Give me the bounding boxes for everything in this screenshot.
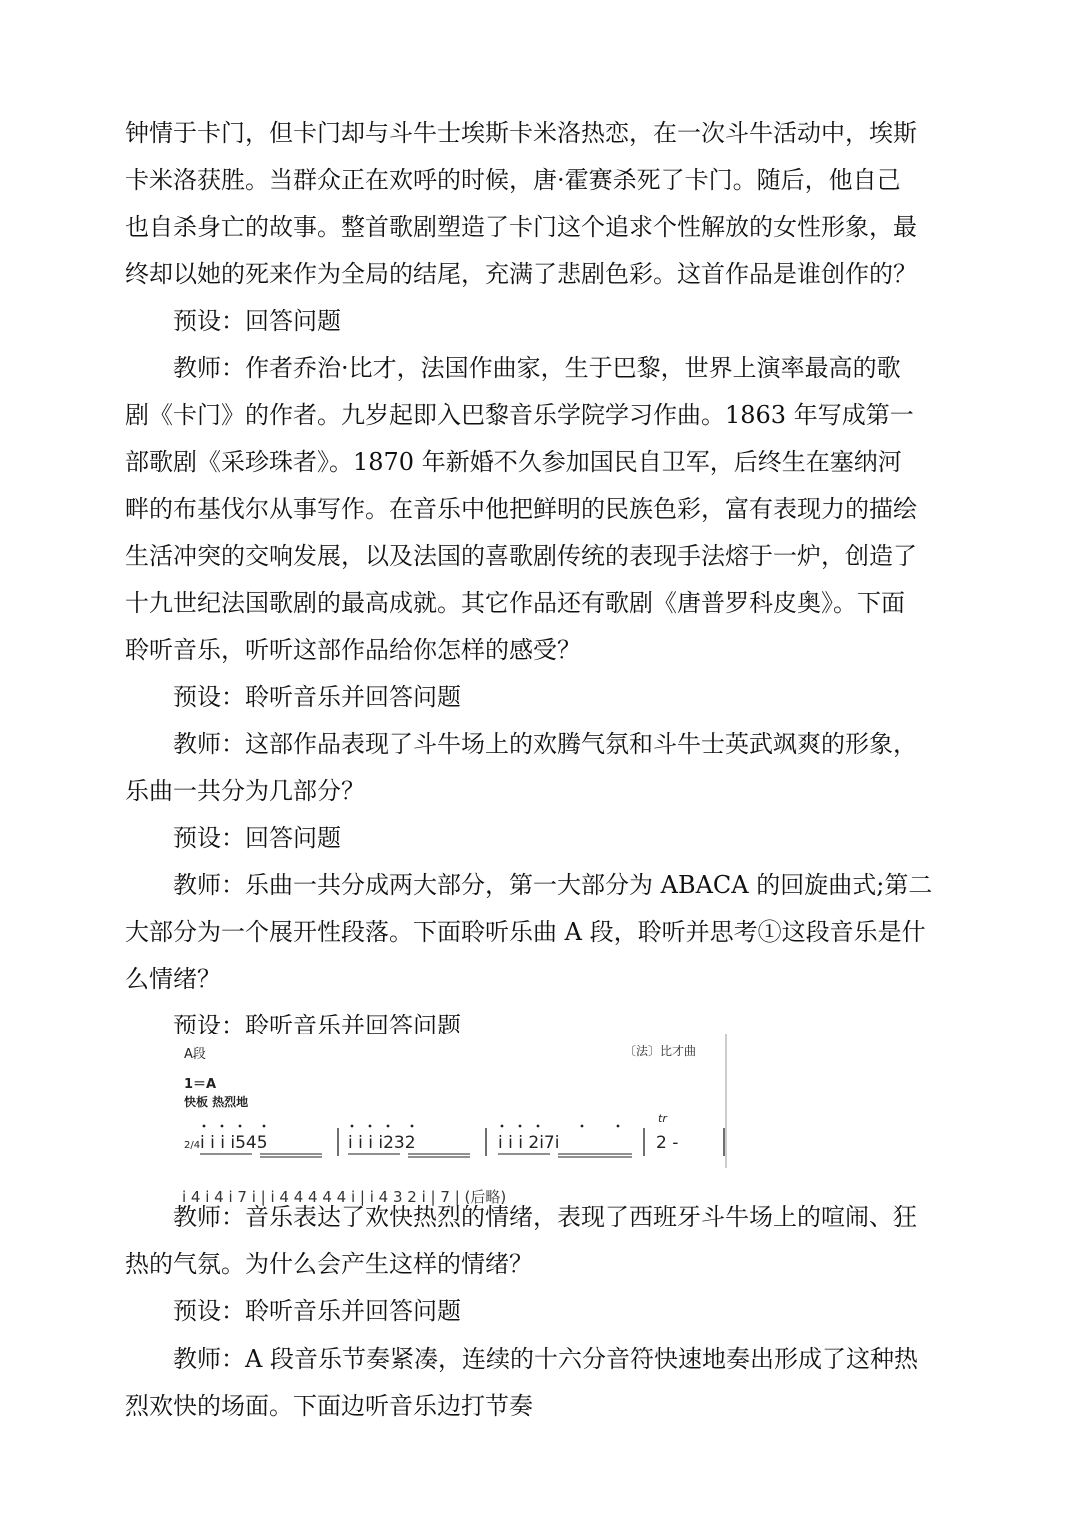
text-line: 十九世纪法国歌剧的最高成就。其它作品还有歌剧《唐普罗科皮奥》。下面 xyxy=(125,589,905,617)
text-line: 教师：乐曲一共分成两大部分，第一大部分为 ABACA 的回旋曲式;第二 xyxy=(125,871,933,899)
text-line: 教师：音乐表达了欢快热烈的情绪，表现了西班牙斗牛场上的喧闹、狂 xyxy=(125,1203,917,1231)
text-line: 教师：A 段音乐节奏紧凑，连续的十六分音符快速地奏出形成了这种热 xyxy=(125,1345,918,1373)
score-trill: tr xyxy=(658,1112,667,1125)
paragraph-teacher-structure xyxy=(125,862,960,1003)
text-line: 么情绪？ xyxy=(125,965,221,993)
score-section-label: A段 xyxy=(184,1047,206,1062)
paragraph-teacher-rhythm xyxy=(125,1336,960,1430)
paragraph-teacher-bizet xyxy=(125,345,960,674)
score-measure: i i i i545 xyxy=(200,1133,268,1153)
score-tempo: 快板 热烈地 xyxy=(184,1095,249,1109)
text-line: 钟情于卡门，但卡门却与斗牛士埃斯卡米洛热恋，在一次斗牛活动中，埃斯 xyxy=(125,119,917,147)
score-time-signature: 2/4 xyxy=(184,1140,201,1151)
score-second-line-notes: i 4 i 4 i 7 i | i 4 4 4 4 4 i | i 4 3 2 i | 7 | (后略) xyxy=(182,1188,507,1206)
text-line: 畔的布基伐尔从事写作。在音乐中他把鲜明的民族色彩，富有表现力的描绘 xyxy=(125,495,917,523)
text-line: 热的气氛。为什么会产生这样的情绪？ xyxy=(125,1250,533,1278)
score-beams xyxy=(200,1154,632,1157)
score-key: 1＝A xyxy=(184,1077,217,1092)
text-line: 乐曲一共分为几部分？ xyxy=(125,777,365,805)
score-dots xyxy=(203,1125,620,1128)
text-line: 教师：作者乔治·比才，法国作曲家，生于巴黎，世界上演率最高的歌 xyxy=(125,354,901,382)
text-line: 预设：聆听音乐并回答问题 xyxy=(125,683,461,711)
score-measure: 2 - xyxy=(656,1133,679,1153)
text-line: 大部分为一个展开性段落。下面聆听乐曲 A 段，聆听并思考①这段音乐是什 xyxy=(125,918,926,946)
text-line: 教师：这部作品表现了斗牛场上的欢腾气氛和斗牛士英武飒爽的形象， xyxy=(125,730,917,758)
paragraph-preset xyxy=(125,674,960,721)
paragraph-teacher-mood xyxy=(125,1194,960,1288)
score-composer: 〔法〕比才曲 xyxy=(624,1044,697,1058)
score-measure: i i i i232 xyxy=(348,1133,416,1153)
text-line: 卡米洛获胜。当群众正在欢呼的时候，唐·霍赛杀死了卡门。随后，他自己 xyxy=(125,166,901,194)
text-line: 预设：聆听音乐并回答问题 xyxy=(125,1297,461,1325)
score-measures xyxy=(200,1133,678,1153)
text-line: 剧《卡门》的作者。九岁起即入巴黎音乐学院学习作曲。1863 年写成第一 xyxy=(125,401,914,429)
text-line: 预设：回答问题 xyxy=(125,824,341,852)
score-measure: i i i 2i7i xyxy=(498,1133,560,1153)
text-line: 终却以她的死来作为全局的结尾，充满了悲剧色彩。这首作品是谁创作的？ xyxy=(125,260,917,288)
text-line: 预设：回答问题 xyxy=(125,307,341,335)
text-line: 聆听音乐，听听这部作品给你怎样的感受？ xyxy=(125,636,581,664)
paragraph-story xyxy=(125,110,960,298)
paragraph-preset xyxy=(125,815,960,862)
paragraph-preset xyxy=(125,298,960,345)
text-line: 也自杀身亡的故事。整首歌剧塑造了卡门这个追求个性解放的女性形象，最 xyxy=(125,213,917,241)
text-line: 预设：聆听音乐并回答问题 xyxy=(125,1012,461,1040)
text-line: 部歌剧《采珍珠者》。1870 年新婚不久参加国民自卫军，后终生在塞纳河 xyxy=(125,448,902,476)
text-line: 烈欢快的场面。下面边听音乐边打节奏 xyxy=(125,1392,533,1420)
paragraph-preset xyxy=(125,1288,960,1335)
music-score-excerpt xyxy=(172,1034,728,1168)
text-line: 生活冲突的交响发展，以及法国的喜歌剧传统的表现手法熔于一炉，创造了 xyxy=(125,542,917,570)
paragraph-teacher-atmosphere xyxy=(125,721,960,815)
